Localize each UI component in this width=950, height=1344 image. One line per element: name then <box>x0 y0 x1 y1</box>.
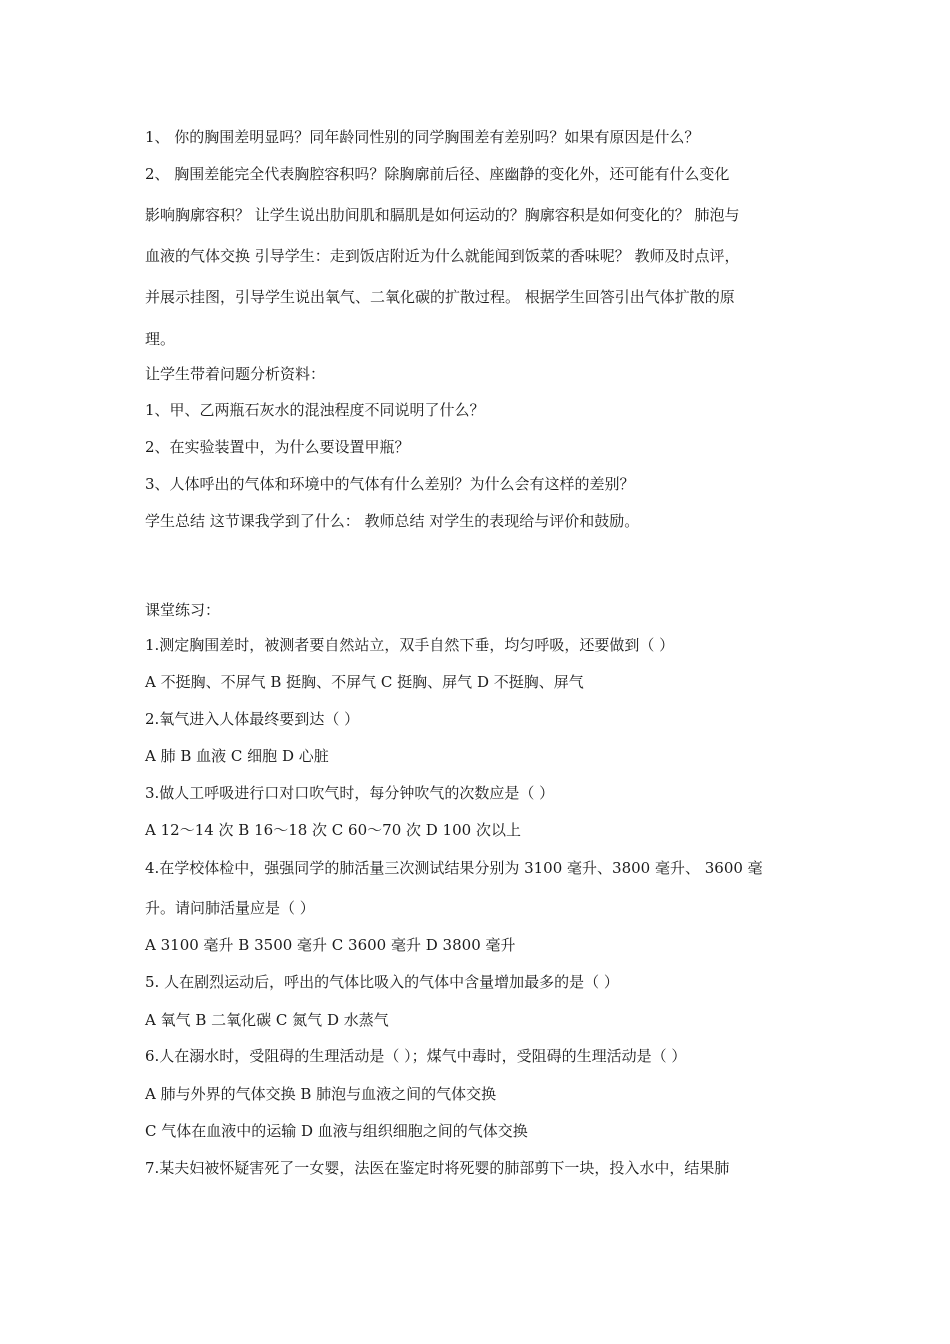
question-3: 3.做人工呼吸进行口对口吹气时，每分钟吹气的次数应是（ ） <box>145 784 555 802</box>
question-1: 1.测定胸围差时，被测者要自然站立，双手自然下垂，均匀呼吸，还要做到（ ） <box>145 636 675 654</box>
question-3-options: A 12～14 次 B 16～18 次 C 60～70 次 D 100 次以上 <box>145 821 521 839</box>
question-4-line-1: 4.在学校体检中，强强同学的肺活量三次测试结果分别为 3100 毫升、3800 毫升、 3600 毫 <box>145 859 763 877</box>
question-6: 6.人在溺水时，受阻碍的生理活动是（ ）；煤气中毒时，受阻碍的生理活动是（ ） <box>145 1047 687 1065</box>
analysis-question-2: 2、在实验装置中，为什么要设置甲瓶？ <box>145 438 410 456</box>
exercise-heading: 课堂练习： <box>145 601 221 619</box>
intro-line-3: 影响胸廓容积？ 让学生说出肋间肌和膈肌是如何运动的？胸廓容积是如何变化的？ 肺泡与 <box>145 206 740 224</box>
intro-line-4: 血液的气体交换 引导学生：走到饭店附近为什么就能闻到饭菜的香味呢？ 教师及时点评， <box>145 247 740 265</box>
question-2: 2.氧气进入人体最终要到达（ ） <box>145 710 360 728</box>
intro-line-2: 2、 胸围差能完全代表胸腔容积吗？除胸廓前后径、座幽静的变化外，还可能有什么变化 <box>145 165 730 183</box>
analysis-question-3: 3、人体呼出的气体和环境中的气体有什么差别？为什么会有这样的差别？ <box>145 475 635 493</box>
question-5-options: A 氧气 B 二氧化碳 C 氮气 D 水蒸气 <box>145 1011 389 1029</box>
intro-line-6: 理。 <box>145 330 176 348</box>
question-6-options-ab: A 肺与外界的气体交换 B 肺泡与血液之间的气体交换 <box>145 1085 497 1103</box>
analysis-question-1: 1、甲、乙两瓶石灰水的混浊程度不同说明了什么？ <box>145 401 485 419</box>
question-7: 7.某夫妇被怀疑害死了一女婴，法医在鉴定时将死婴的肺部剪下一块，投入水中，结果肺 <box>145 1159 730 1177</box>
analysis-intro: 让学生带着问题分析资料： <box>145 365 326 383</box>
question-4-options: A 3100 毫升 B 3500 毫升 C 3600 毫升 D 3800 毫升 <box>145 936 516 954</box>
question-2-options: A 肺 B 血液 C 细胞 D 心脏 <box>145 747 329 765</box>
summary-line: 学生总结 这节课我学到了什么： 教师总结 对学生的表现给与评价和鼓励。 <box>145 512 640 530</box>
question-4-line-2: 升。请问肺活量应是（ ） <box>145 899 315 917</box>
question-6-options-cd: C 气体在血液中的运输 D 血液与组织细胞之间的气体交换 <box>145 1122 528 1140</box>
question-5: 5. 人在剧烈运动后，呼出的气体比吸入的气体中含量增加最多的是（ ） <box>145 973 619 991</box>
question-1-options: A 不挺胸、不屏气 B 挺胸、不屏气 C 挺胸、屏气 D 不挺胸、屏气 <box>145 673 584 691</box>
intro-line-1: 1、 你的胸围差明显吗？同年龄同性别的同学胸围差有差别吗？如果有原因是什么？ <box>145 128 700 146</box>
intro-line-5: 并展示挂图，引导学生说出氧气、二氧化碳的扩散过程。 根据学生回答引出气体扩散的原 <box>145 288 735 306</box>
